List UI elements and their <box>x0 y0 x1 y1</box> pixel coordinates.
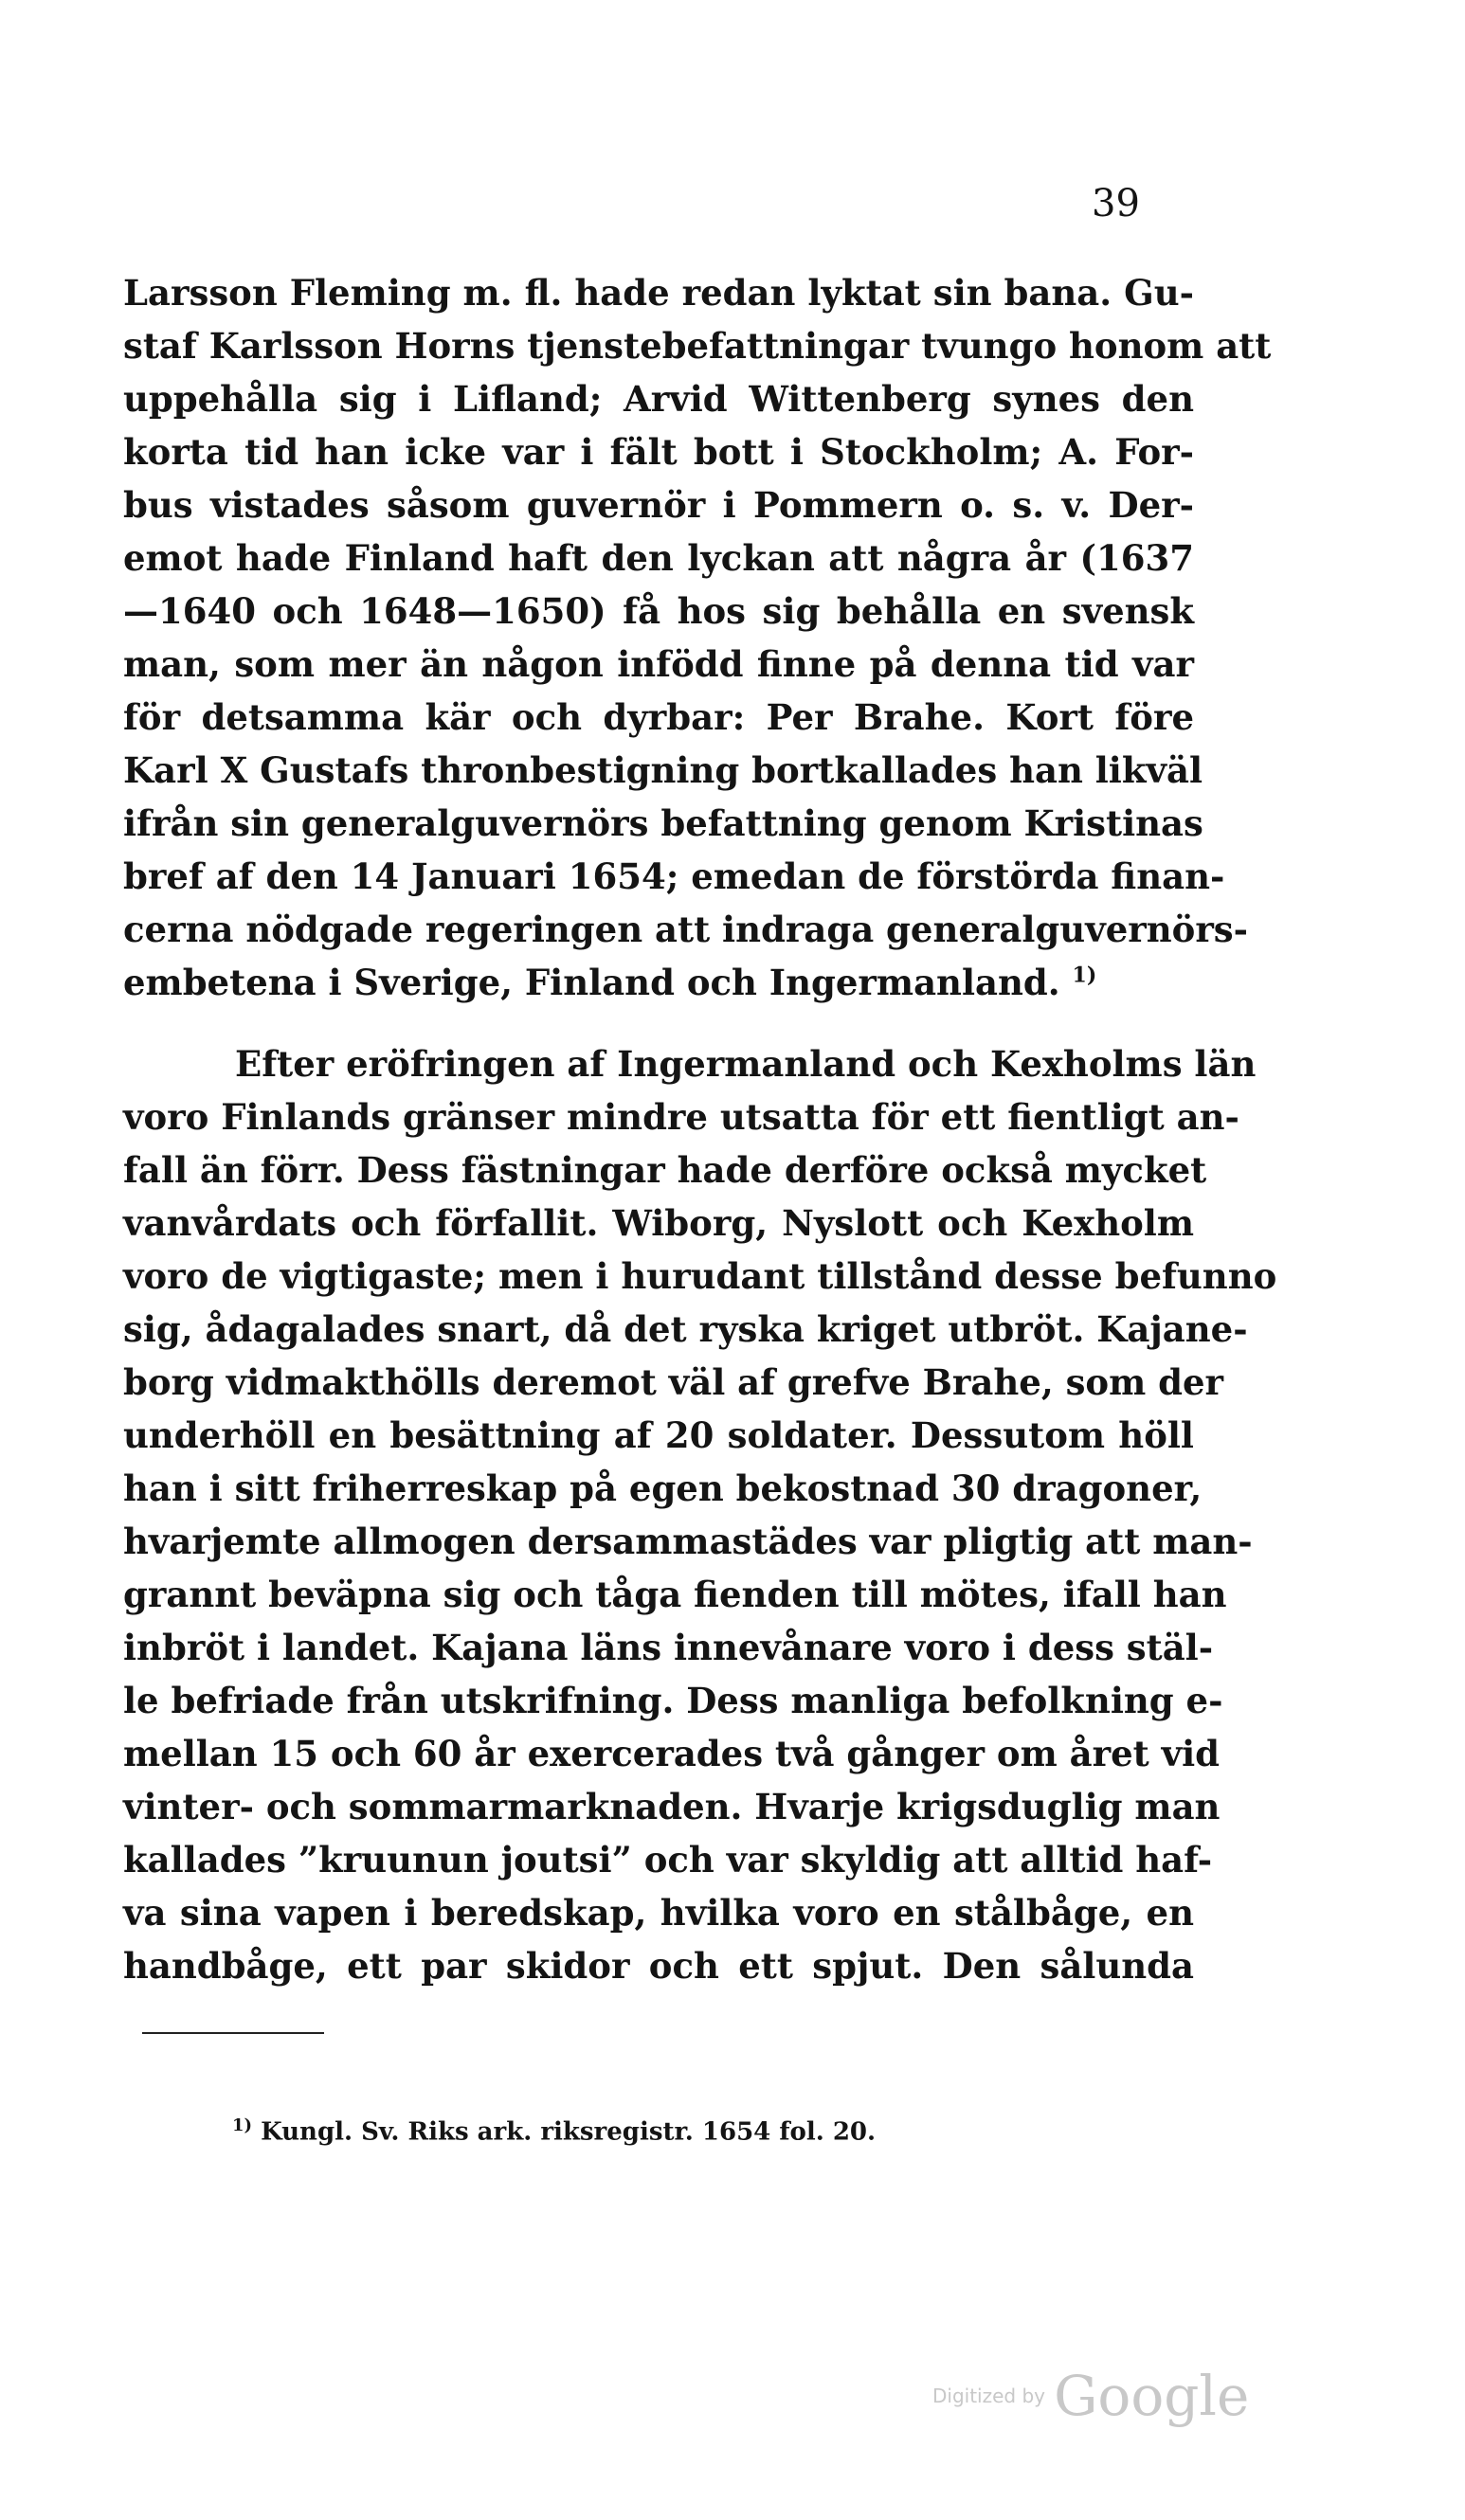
text-line: uppehålla sig i Lifland; Arvid Wittenberg synes den <box>123 378 1194 420</box>
text-line: vinter- och sommarmarknaden. Hvarje krigsduglig man <box>123 1786 1221 1827</box>
text-line: voro de vigtigaste; men i hurudant tillstånd desse befunno <box>123 1255 1277 1297</box>
text-line: hvarjemte allmogen dersammastädes var pligtig att man- <box>123 1521 1253 1562</box>
text-line-content: embetena i Sverige, Finland och Ingermanland. <box>123 962 1060 1003</box>
text-line: borg vidmakthölls deremot väl af grefve Brahe, som der <box>123 1361 1224 1403</box>
text-line: Larsson Fleming m. fl. hade redan lyktat sin bana. Gu- <box>123 272 1194 314</box>
text-line: cerna nödgade regeringen att indraga generalguvernörs- <box>123 909 1248 950</box>
text-line: man, som mer än någon infödd finne på denna tid var <box>123 643 1194 685</box>
text-line: ifrån sin generalguvernörs befattning genom Kristinas <box>123 802 1203 844</box>
watermark-prefix: Digitized by <box>932 2385 1045 2407</box>
page-number: 39 <box>1092 182 1140 225</box>
text-line: korta tid han icke var i fält bott i Stockholm; A. For- <box>123 431 1194 473</box>
text-line: fall än förr. Dess fästningar hade derföre också mycket <box>123 1149 1207 1191</box>
footnote-text: Kungl. Sv. Riks ark. riksregistr. 1654 fol. 20. <box>261 2117 877 2147</box>
text-line: voro Finlands gränser mindre utsatta för ett fientligt an- <box>123 1096 1239 1138</box>
footnote <box>232 2115 876 2147</box>
text-line: grannt beväpna sig och tåga fienden till mötes, ifall han <box>123 1574 1227 1615</box>
text-line: han i sitt friherreskap på egen bekostnad 30 dragoner, <box>123 1467 1203 1509</box>
text-line: Karl X Gustafs thronbestigning bortkallades han likväl <box>123 749 1203 791</box>
text-line <box>123 956 1194 1009</box>
text-line: kallades ”kruunun joutsi” och var skyldig att alltid haf- <box>123 1839 1213 1881</box>
text-line: för detsamma kär och dyrbar: Per Brahe. Kort före <box>123 696 1194 738</box>
text-line: inbröt i landet. Kajana läns innevånare voro i dess stäl- <box>123 1627 1214 1668</box>
text-line: emot hade Finland haft den lyckan att några år (1637 <box>123 537 1194 579</box>
text-line: mellan 15 och 60 år exercerades två gånger om året vid <box>123 1733 1221 1774</box>
text-line: le befriade från utskrifning. Dess manliga befolkning e- <box>123 1680 1223 1721</box>
footnote-marker: 1) <box>232 2115 253 2135</box>
google-logo: Google <box>1054 2364 1250 2428</box>
text-line: Efter eröfringen af Ingermanland och Kexholms län <box>235 1043 1257 1085</box>
text-line: bref af den 14 Januari 1654; emedan de förstörda finan- <box>123 855 1225 897</box>
footnote-reference: 1) <box>1072 963 1097 988</box>
text-line: va sina vapen i beredskap, hvilka voro en stålbåge, en <box>123 1892 1194 1934</box>
text-line: underhöll en besättning af 20 soldater. Dessutom höll <box>123 1414 1194 1456</box>
footnote-separator <box>142 2032 324 2034</box>
digitized-watermark <box>932 2364 1249 2428</box>
text-line: handbåge, ett par skidor och ett spjut. Den sålunda <box>123 1945 1194 1987</box>
text-line: vanvårdats och förfallit. Wiborg, Nyslott och Kexholm <box>123 1202 1194 1244</box>
text-line: staf Karlsson Horns tjenstebefattningar tvungo honom att <box>123 325 1272 367</box>
text-line: sig, ådagalades snart, då det ryska kriget utbröt. Kajane- <box>123 1308 1248 1350</box>
text-line: bus vistades såsom guvernör i Pommern o. s. v. Der- <box>123 484 1194 526</box>
text-line: —1640 och 1648—1650) få hos sig behålla en svensk <box>123 590 1194 632</box>
